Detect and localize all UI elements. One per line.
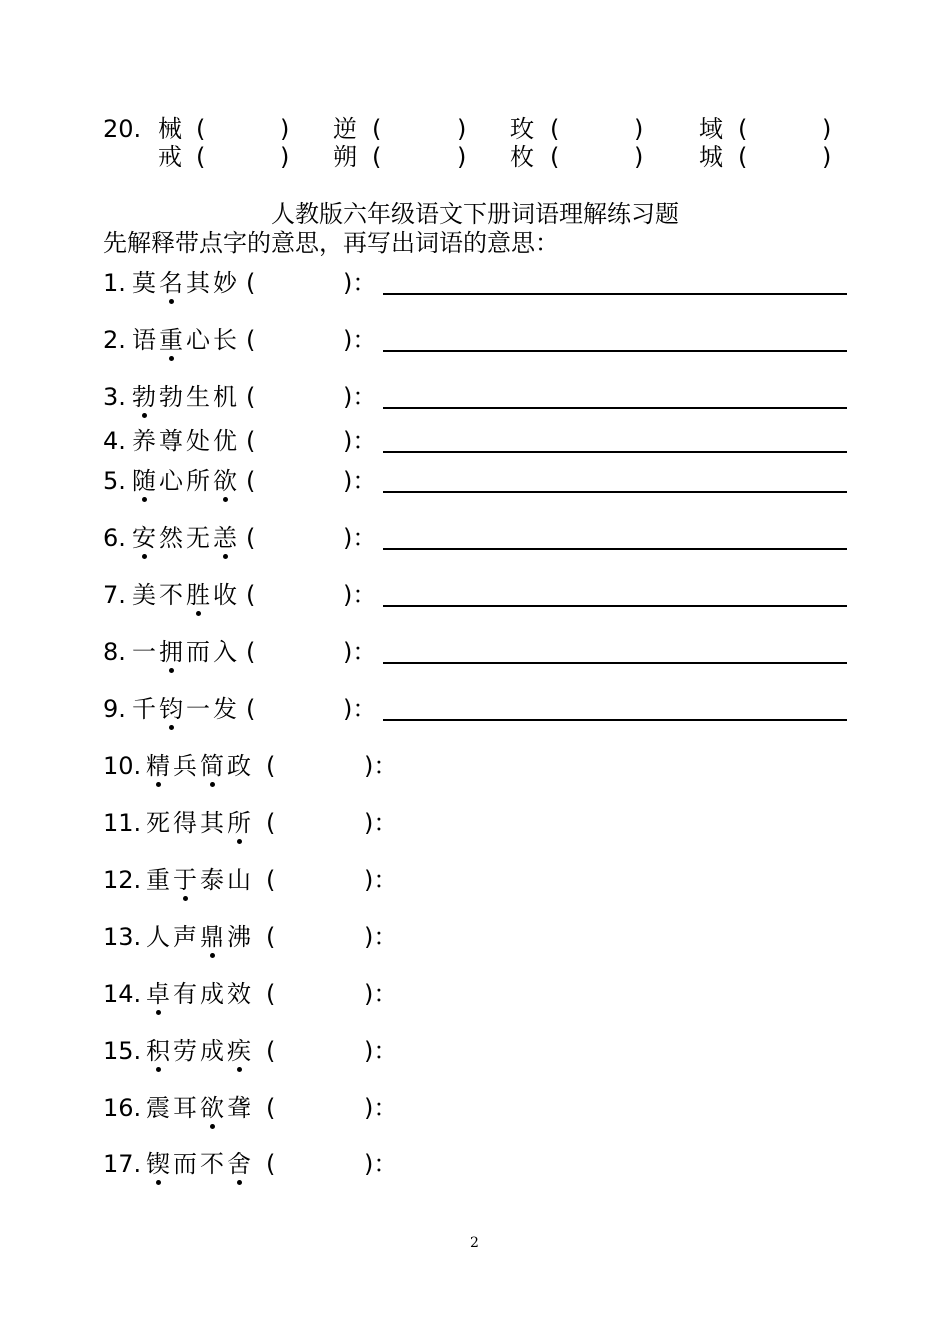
close-paren-colon: )： [364,980,398,1008]
idiom-char: 名 [159,269,183,297]
q20-close: ) [822,115,832,143]
emphasis-dot [142,497,147,502]
q20-close: ) [280,143,290,171]
q20-close: ) [634,143,644,171]
emphasis-dot [156,1010,161,1015]
q20-char: 朔 [333,143,357,171]
close-paren-colon: )： [343,326,377,354]
answer-line[interactable] [383,662,847,664]
idiom-char: 山 [227,866,251,894]
emphasis-dot [237,839,242,844]
idiom-char: 欲 [213,467,237,495]
idiom-char: 勃 [159,383,183,411]
close-paren-colon: )： [343,524,377,552]
idiom-char: 无 [186,524,210,552]
exercise-number: 5. [103,467,126,495]
idiom-char: 重 [159,326,183,354]
idiom-char: 其 [186,269,210,297]
close-paren-colon: )： [343,383,377,411]
close-paren-colon: )： [343,695,377,723]
idiom-char: 积 [146,1037,170,1065]
idiom-char: 聋 [227,1094,251,1122]
exercise-number: 13. [103,923,142,951]
idiom-char: 生 [186,383,210,411]
emphasis-dot [156,782,161,787]
q20-open: ( [372,115,382,143]
q20-close: ) [457,143,467,171]
q20-char: 械 [158,115,182,143]
exercise-number: 11. [103,809,142,837]
close-paren-colon: )： [343,427,377,455]
open-paren: ( [246,383,256,411]
idiom-char: 效 [227,980,251,1008]
idiom-char: 而 [173,1150,197,1178]
idiom-char: 心 [159,467,183,495]
q20-char: 枚 [510,143,534,171]
idiom-char: 于 [173,866,197,894]
open-paren: ( [266,980,276,1008]
idiom-char: 其 [200,809,224,837]
idiom-char: 不 [200,1150,224,1178]
idiom-char: 泰 [200,866,224,894]
emphasis-dot [156,1067,161,1072]
open-paren: ( [246,427,256,455]
exercise-number: 4. [103,427,126,455]
idiom-char: 舍 [227,1150,251,1178]
q20-open: ( [738,115,748,143]
idiom-char: 所 [186,467,210,495]
idiom-char: 钧 [159,695,183,723]
open-paren: ( [266,809,276,837]
close-paren-colon: )： [364,923,398,951]
idiom-char: 胜 [186,581,210,609]
open-paren: ( [266,923,276,951]
exercise-number: 8. [103,638,126,666]
answer-line[interactable] [383,451,847,453]
exercise-number: 3. [103,383,126,411]
exercise-number: 7. [103,581,126,609]
idiom-char: 兵 [173,752,197,780]
exercise-number: 16. [103,1094,142,1122]
answer-line[interactable] [383,293,847,295]
idiom-char: 而 [186,638,210,666]
idiom-char: 发 [213,695,237,723]
idiom-char: 卓 [146,980,170,1008]
q20-open: ( [738,143,748,171]
q20-open: ( [196,143,206,171]
q20-char: 玫 [510,115,534,143]
idiom-char: 恙 [213,524,237,552]
emphasis-dot [169,725,174,730]
idiom-char: 然 [159,524,183,552]
idiom-char: 欲 [200,1094,224,1122]
idiom-char: 长 [213,326,237,354]
idiom-char: 成 [200,1037,224,1065]
q20-close: ) [822,143,832,171]
answer-line[interactable] [383,407,847,409]
idiom-char: 疾 [227,1037,251,1065]
idiom-char: 政 [227,752,251,780]
q20-char: 逆 [333,115,357,143]
idiom-char: 一 [132,638,156,666]
open-paren: ( [266,1037,276,1065]
exercise-number: 2. [103,326,126,354]
q20-open: ( [550,143,560,171]
idiom-char: 语 [132,326,156,354]
idiom-char: 成 [200,980,224,1008]
emphasis-dot [210,1124,215,1129]
emphasis-dot [196,611,201,616]
open-paren: ( [246,581,256,609]
answer-line[interactable] [383,719,847,721]
idiom-char: 莫 [132,269,156,297]
q20-open: ( [372,143,382,171]
idiom-char: 美 [132,581,156,609]
q20-char: 城 [699,143,723,171]
q20-open: ( [196,115,206,143]
idiom-char: 尊 [159,427,183,455]
exercise-number: 1. [103,269,126,297]
exercise-number: 15. [103,1037,142,1065]
emphasis-dot [237,1180,242,1185]
open-paren: ( [246,638,256,666]
q20-close: ) [457,115,467,143]
close-paren-colon: )： [364,752,398,780]
idiom-char: 随 [132,467,156,495]
close-paren-colon: )： [364,1094,398,1122]
idiom-char: 声 [173,923,197,951]
idiom-char: 千 [132,695,156,723]
answer-line[interactable] [383,605,847,607]
idiom-char: 一 [186,695,210,723]
emphasis-dot [169,668,174,673]
idiom-char: 安 [132,524,156,552]
instructions: 先解释带点字的意思，再写出词语的意思： [103,229,559,257]
idiom-char: 震 [146,1094,170,1122]
close-paren-colon: )： [343,638,377,666]
emphasis-dot [210,953,215,958]
idiom-char: 处 [186,427,210,455]
open-paren: ( [246,269,256,297]
idiom-char: 勃 [132,383,156,411]
idiom-char: 精 [146,752,170,780]
close-paren-colon: )： [364,1150,398,1178]
close-paren-colon: )： [343,467,377,495]
emphasis-dot [237,1067,242,1072]
q20-close: ) [634,115,644,143]
answer-line[interactable] [383,491,847,493]
open-paren: ( [246,467,256,495]
exercise-number: 10. [103,752,142,780]
idiom-char: 锲 [146,1150,170,1178]
idiom-char: 死 [146,809,170,837]
emphasis-dot [156,1180,161,1185]
open-paren: ( [266,1150,276,1178]
idiom-char: 重 [146,866,170,894]
idiom-char: 拥 [159,638,183,666]
q20-number: 20. [103,115,142,143]
emphasis-dot [210,782,215,787]
idiom-char: 收 [213,581,237,609]
exercise-number: 17. [103,1150,142,1178]
idiom-char: 沸 [227,923,251,951]
idiom-char: 心 [186,326,210,354]
emphasis-dot [169,356,174,361]
open-paren: ( [266,866,276,894]
close-paren-colon: )： [364,866,398,894]
emphasis-dot [142,554,147,559]
emphasis-dot [142,413,147,418]
close-paren-colon: )： [343,269,377,297]
open-paren: ( [266,1094,276,1122]
idiom-char: 简 [200,752,224,780]
q20-char: 戒 [158,143,182,171]
open-paren: ( [246,326,256,354]
emphasis-dot [169,299,174,304]
close-paren-colon: )： [364,1037,398,1065]
exercise-number: 14. [103,980,142,1008]
idiom-char: 劳 [173,1037,197,1065]
idiom-char: 耳 [173,1094,197,1122]
idiom-char: 优 [213,427,237,455]
emphasis-dot [183,896,188,901]
idiom-char: 机 [213,383,237,411]
worksheet-title: 人教版六年级语文下册词语理解练习题 [271,200,679,228]
page-number: 2 [470,1235,479,1251]
idiom-char: 人 [146,923,170,951]
close-paren-colon: )： [364,809,398,837]
q20-open: ( [550,115,560,143]
idiom-char: 所 [227,809,251,837]
idiom-char: 鼎 [200,923,224,951]
idiom-char: 得 [173,809,197,837]
exercise-number: 6. [103,524,126,552]
emphasis-dot [223,497,228,502]
close-paren-colon: )： [343,581,377,609]
answer-line[interactable] [383,548,847,550]
emphasis-dot [223,554,228,559]
q20-close: ) [280,115,290,143]
exercise-number: 12. [103,866,142,894]
open-paren: ( [246,695,256,723]
idiom-char: 养 [132,427,156,455]
exercise-number: 9. [103,695,126,723]
idiom-char: 不 [159,581,183,609]
open-paren: ( [246,524,256,552]
answer-line[interactable] [383,350,847,352]
idiom-char: 妙 [213,269,237,297]
q20-char: 域 [699,115,723,143]
open-paren: ( [266,752,276,780]
idiom-char: 有 [173,980,197,1008]
idiom-char: 入 [213,638,237,666]
